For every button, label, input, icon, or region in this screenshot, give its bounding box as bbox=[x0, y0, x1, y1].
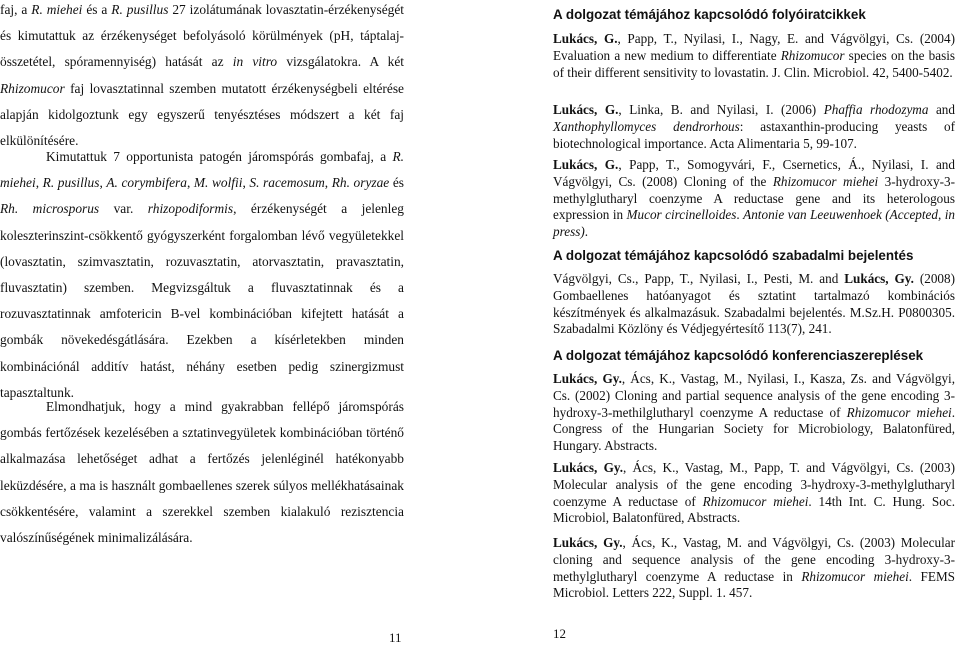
conference-entry-3: Lukács, Gy., Ács, K., Vastag, M. and Vágvölgyi, Cs. (2003) Molecular cloning and sequence analysis of the gene encoding 3-hydroxy-3-methylglutharyl coenzyme A reductase in Rhizomucor miehei. FEMS Microbiol. Letters 222, Suppl. 1. 457. bbox=[553, 535, 956, 601]
heading-conferences: A dolgozat témájához kapcsolódó konferenciaszereplések bbox=[553, 348, 924, 363]
page-number-right: 12 bbox=[553, 626, 566, 641]
heading-patent: A dolgozat témájához kapcsolódó szabadalmi bejelentés bbox=[553, 248, 914, 263]
patent-entry-1: Vágvölgyi, Cs., Papp, T., Nyilasi, I., Pesti, M. and Lukács, Gy. (2008) Gombaellenes hatóanyagot és sztatint tartalmazó kombinációs készítmények és alkalmazásuk. Szabadalmi bejelentés. M.Sz.H. P0800305. Szabadalmi Közlöny és Védjegyértesítő 113(7), 241. bbox=[553, 271, 955, 337]
left-paragraph-2: Kimutattuk 7 opportunista patogén járomspórás gombafaj, a R. miehei, R. pusillus, A. corymbifera, M. wolfii, S. racemosum, Rh. oryzae és Rh. microsporus var. rhizopodiformis, érzékenységét a jelenleg koleszterinszint-csökkentő gyógyszerként forgalomban lévő vegyületekkel (lovasztatin, szimvasztatin, rozuvasztatin, atorvasztatin, pravasztatin, fluvasztatin) szemben. Megvizsgáltuk a fluvasztatinnak és a rozuvasztatinnak amfotericin B-vel kombinációban kifejtett hatását a gombák növekedésgátlására. Ezekben a kísérletekben minden kombinációnál additív hatást, néhány esetben pedig szinergizmust tapasztaltunk. bbox=[0, 149, 404, 400]
journal-entry-3: Lukács, G., Papp, T., Somogyvári, F., Csernetics, Á., Nyilasi, I. and Vágvölgyi, Cs. (2008) Cloning of the Rhizomucor miehei 3-hydroxy-3-methylglutharyl coenzyme A reductase gene and its heterologous expression in Mucor circinelloides. Antonie van Leeuwenhoek (Accepted, in press). bbox=[553, 157, 955, 240]
page-number-left: 11 bbox=[389, 630, 402, 645]
journal-entry-2: Lukács, G., Linka, B. and Nyilasi, I. (2006) Phaffia rhodozyma and Xanthophyllomyces dendrorhous: astaxanthin-producing yeasts of biotechnological importance. Acta Alimentaria 5, 99-107. bbox=[553, 102, 955, 151]
right-page bbox=[482, 0, 960, 645]
left-paragraph-1: faj, a R. miehei és a R. pusillus 27 izolátumának lovasztatin-érzékenységét és kimutattuk az érzékenységet befolyásoló körülmények (pH, táptalaj-összetétel, spóramennyiség) hatását az in vitro vizsgálatokra. A két Rhizomucor faj lovasztatinnal szemben mutatott érzékenységbeli eltérése alapján kidolgoztunk egy egyszerű tenyésztéses módszert a két faj elkülönítésére. bbox=[0, 2, 405, 149]
heading-journal-articles: A dolgozat témájához kapcsolódó folyóiratcikkek bbox=[553, 7, 866, 22]
conference-entry-2: Lukács, Gy., Ács, K., Vastag, M., Papp, T. and Vágvölgyi, Cs. (2003) Molecular analysis of the gene encoding 3-hydroxy-3-methylglutharyl coenzyme A reductase of Rhizomucor miehei. 14th Int. C. Hung. Soc. Microbiol, Balatonfüred, Abstracts. bbox=[553, 460, 956, 526]
conference-entry-1: Lukács, Gy., Ács, K., Vastag, M., Nyilasi, I., Kasza, Zs. and Vágvölgyi, Cs. (2002) Cloning and partial sequence analysis of the gene encoding 3-hydroxy-3-methilglutharyl coenzyme A reductase of Rhizomucor miehei. Congress of the Hungarian Society for Microbiology, Balatonfüred, Hungary. Abstracts. bbox=[553, 371, 956, 454]
journal-entry-1: Lukács, G., Papp, T., Nyilasi, I., Nagy, E. and Vágvölgyi, Cs. (2004) Evaluation a new medium to differentiate Rhizomucor species on the basis of their different sensitivity to lovastatin. J. Clin. Microbiol. 42, 5400-5402. bbox=[553, 31, 955, 80]
left-paragraph-3: Elmondhatjuk, hogy a mind gyakrabban fellépő járomspórás gombás fertőzések kezelésében a sztatinvegyületek kombinációban történő alkalmazása lehetőséget adhat a fertőzés jelenléginél hatékonyabb leküzdésére, a ma is használt gombaellenes szerek súlyos mellékhatásainak csökkentésére, valamint a szerekkel szemben kialakuló rezisztencia valószínűségének minimalizálására. bbox=[0, 399, 404, 546]
left-page bbox=[0, 0, 450, 645]
